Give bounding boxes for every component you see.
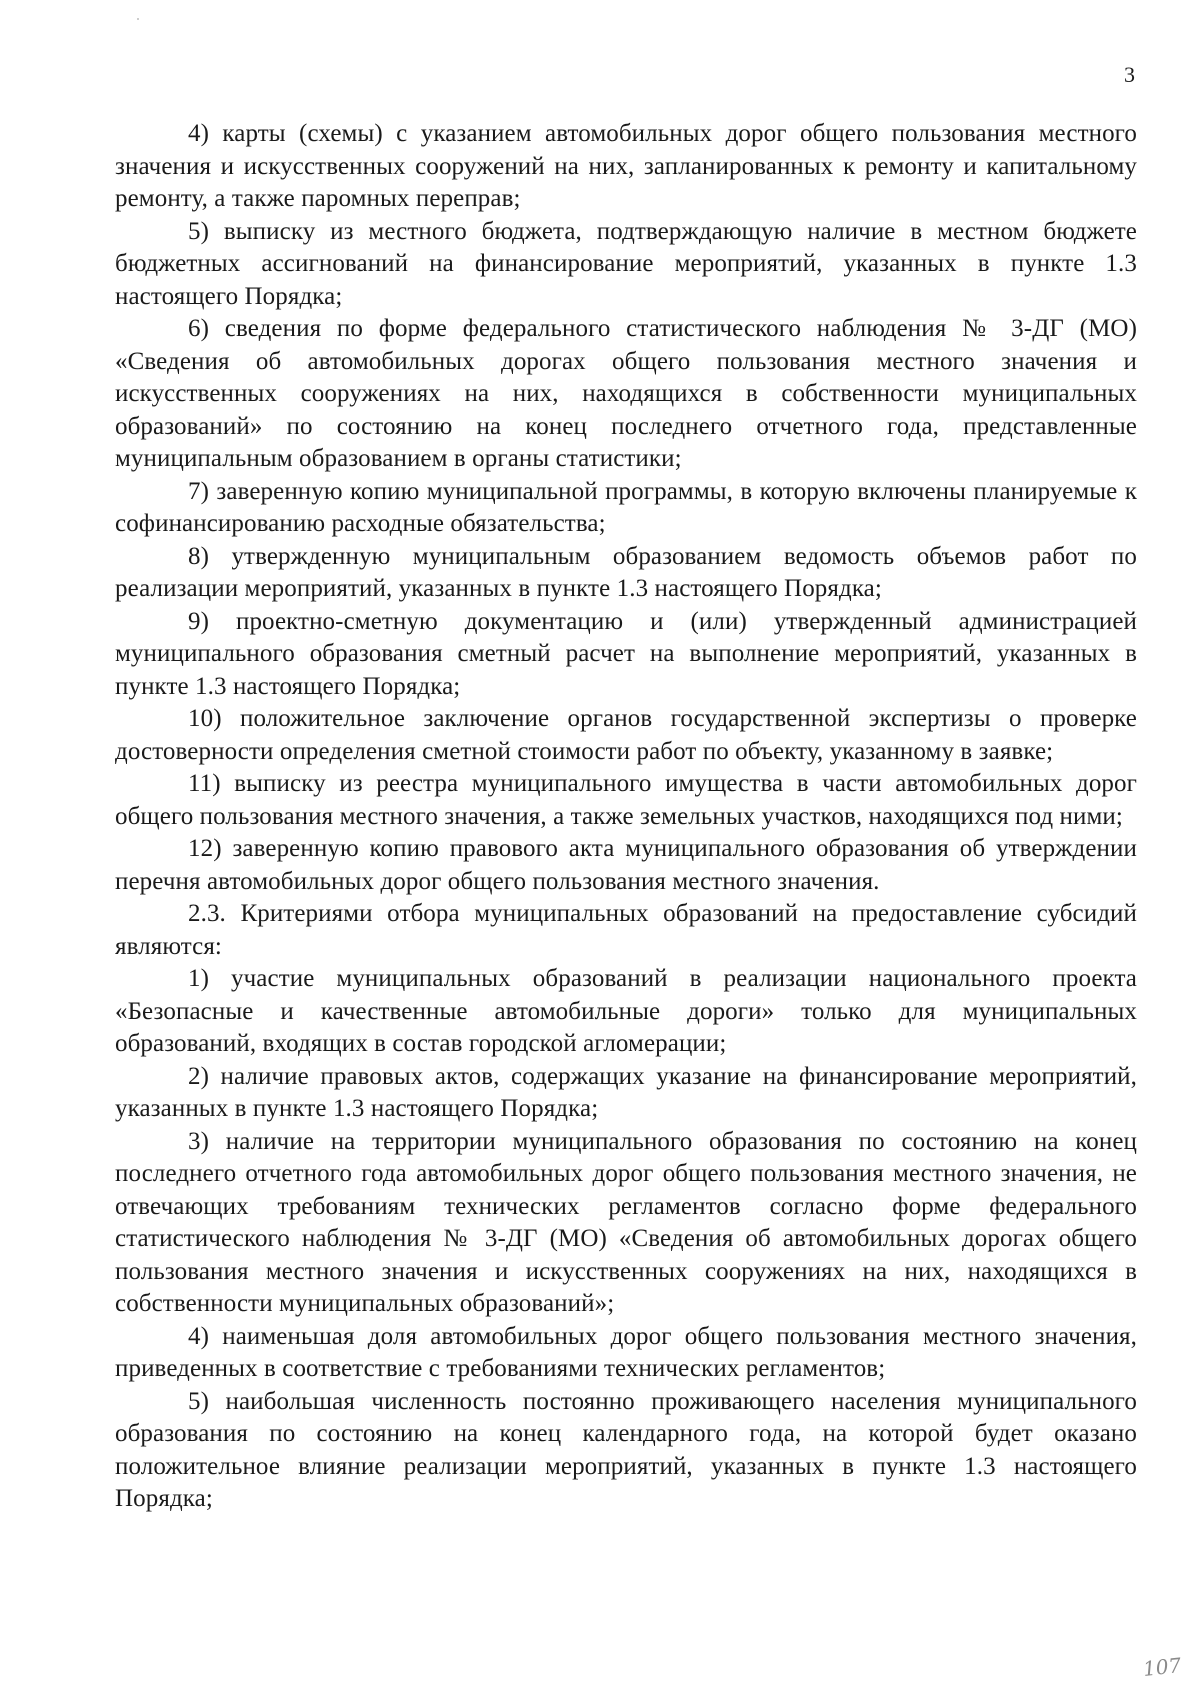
document-body xyxy=(115,118,1137,1516)
paragraph-criterion-1: 1) участие муниципальных образований в реализации национального проекта «Безопасные и качественные автомобильные дороги» только для муниципальных образований, входящих в состав городской агломерации; xyxy=(115,965,1137,1057)
paragraph-item-9-design-documentation: 9) проектно-сметную документацию и (или) утвержденный администрацией муниципального образования сметный расчет на выполнение мероприятий, указанных в пункте 1.3 настоящего Порядка; xyxy=(115,607,1137,700)
paragraph-item-5-budget-extract: 5) выписку из местного бюджета, подтверждающую наличие в местном бюджете бюджетных ассигнований на финансирование мероприятий, указанных в пункте 1.3 настоящего Порядка; xyxy=(115,217,1137,310)
paragraph-criterion-3: 3) наличие на территории муниципального образования по состоянию на конец последнего отчетного года автомобильных дорог общего пользования местного значения, не отвечающих требованиям технических регламентов согласно форме федерального статистического наблюдения № 3-ДГ (МО) «Сведения об автомобильных дорогах общего пользования местного значения и искусственных сооружениях на них, находящихся в собственности муниципальных образований»; xyxy=(115,1127,1137,1317)
handwritten-page-mark: 107 xyxy=(1141,1653,1183,1681)
paragraph-criterion-5: 5) наибольшая численность постоянно проживающего населения муниципального образования по состоянию на конец календарного года, на которой будет оказано положительное влияние реализации мероприятий, указанных в пункте 1.3 настоящего Порядка; xyxy=(115,1387,1137,1512)
paragraph-item-12-legal-act-copy: 12) заверенную копию правового акта муниципального образования об утверждении перечня автомобильных дорог общего пользования местного значения. xyxy=(115,835,1137,895)
paragraph-item-10-expert-conclusion: 10) положительное заключение органов государственной экспертизы о проверке достоверности определения сметной стоимости работ по объекту, указанному в заявке; xyxy=(115,705,1137,765)
paragraph-item-4-maps: 4) карты (схемы) с указанием автомобильных дорог общего пользования местного значения и искусственных сооружений на них, запланированных к ремонту и капитальному ремонту, а также паромных переправ; xyxy=(115,120,1137,212)
scan-speck xyxy=(137,18,139,20)
paragraph-criterion-4: 4) наименьшая доля автомобильных дорог общего пользования местного значения, приведенных в соответствие с требованиями технических регламентов; xyxy=(115,1322,1137,1382)
paragraph-item-8-works-statement: 8) утвержденную муниципальным образованием ведомость объемов работ по реализации мероприятий, указанных в пункте 1.3 настоящего Порядка; xyxy=(115,542,1137,602)
page-number: 3 xyxy=(1124,62,1135,87)
paragraph-item-6-statistics-form: 6) сведения по форме федерального статистического наблюдения № 3-ДГ (МО) «Сведения об автомобильных дорогах общего пользования местного значения и искусственных сооружениях на них, находящихся в собственности муниципальных образований» по состоянию на конец последнего отчетного года, представленные муниципальным образованием в органы статистики; xyxy=(115,315,1137,472)
paragraph-item-7-program-copy: 7) заверенную копию муниципальной программы, в которую включены планируемые к софинансированию расходные обязательства; xyxy=(115,477,1137,537)
paragraph-criterion-2: 2) наличие правовых актов, содержащих указание на финансирование мероприятий, указанных в пункте 1.3 настоящего Порядка; xyxy=(115,1062,1137,1122)
paragraph-section-2-3-criteria: 2.3. Критериями отбора муниципальных образований на предоставление субсидий являются: xyxy=(115,900,1137,960)
paragraph-item-11-property-register: 11) выписку из реестра муниципального имущества в части автомобильных дорог общего пользования местного значения, а также земельных участков, находящихся под ними; xyxy=(115,770,1137,830)
